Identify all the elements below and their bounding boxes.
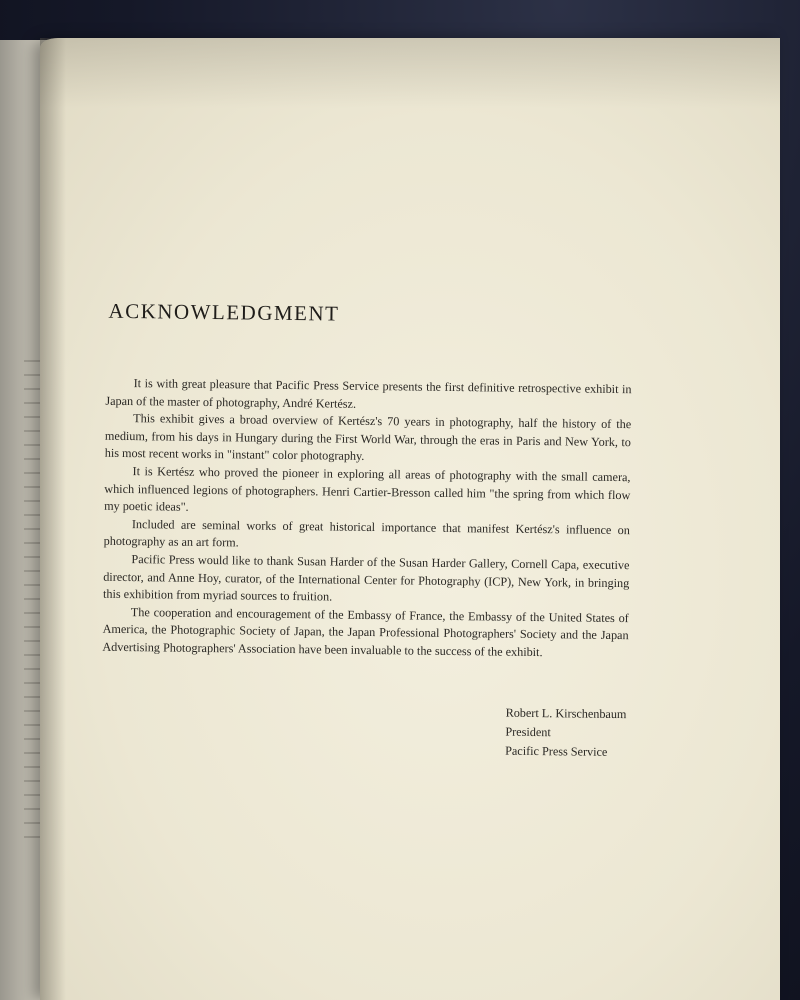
- book-page: [40, 38, 780, 1000]
- signer-organization: Pacific Press Service: [505, 743, 608, 759]
- signer-title: President: [505, 724, 551, 740]
- signer-name: Robert L. Kirschenbaum: [505, 705, 627, 722]
- page-heading: ACKNOWLEDGMENT: [108, 298, 340, 326]
- paragraph: Included are seminal works of great historical importance that manifest Kertész's influence on photography as an art form.: [103, 516, 630, 550]
- paragraph: The cooperation and encouragement of the Embassy of France, the Embassy of the United States of America, the Photographic Society of Japan, the Japan Professional Photographers' Society and the Japan Advertising Photographers' Association have been invaluable to the success of the exhibit.: [102, 604, 629, 660]
- page-content: [34, 34, 786, 1000]
- acknowledgment-body: [102, 375, 631, 663]
- paragraph: It is with great pleasure that Pacific Press Service presents the first definitive retrospective exhibit in Japan of the master of photography, André Kertész.: [105, 376, 632, 411]
- paragraph: Pacific Press would like to thank Susan Harder of the Susan Harder Gallery, Cornell Capa, executive director, and Anne Hoy, curator, of the International Center for Photography (ICP), New York, in bringing this exhibition from myriad sources to fruition.: [102, 552, 630, 604]
- signature-block: [505, 704, 646, 763]
- paragraph: This exhibit gives a broad overview of Kertész's 70 years in photography, half the history of the medium, from his days in Hungary during the First World War, through the eras in Paris and New York, to his most recent works in "instant" color photography.: [104, 411, 632, 464]
- paragraph: It is Kertész who proved the pioneer in exploring all areas of photography with the small camera, which influenced legions of photographers. Henri Cartier-Bresson called him "the spring from which flow my poetic ideas".: [104, 464, 631, 514]
